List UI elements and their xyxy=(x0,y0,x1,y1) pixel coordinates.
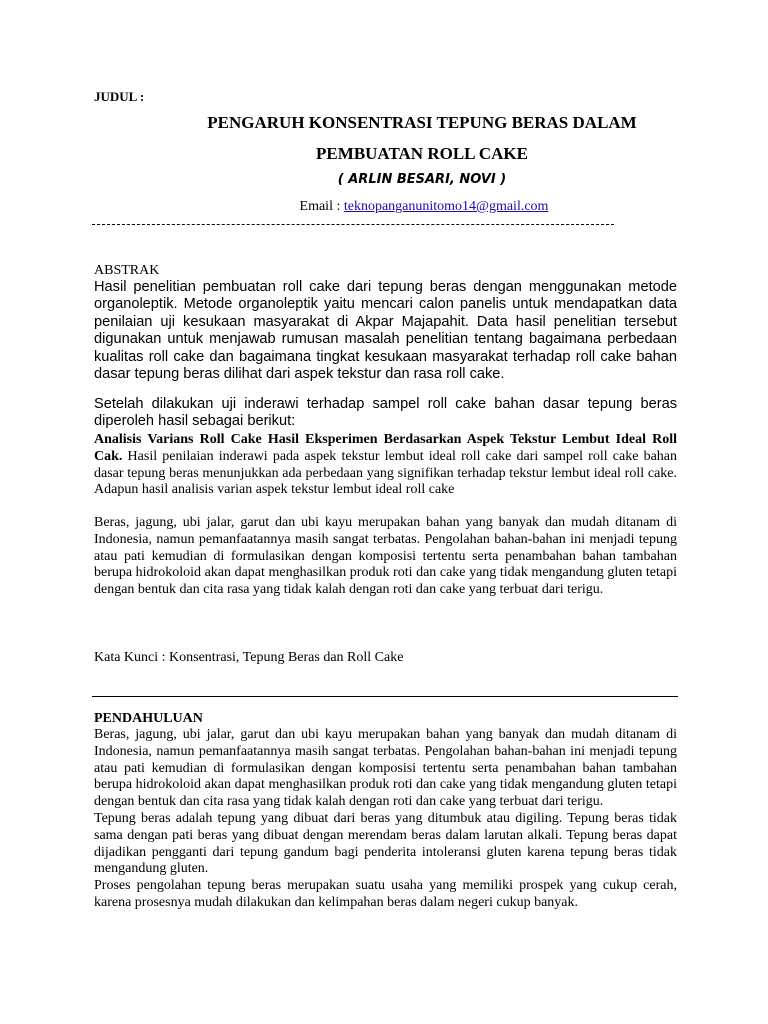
introduction-paragraph-3: Proses pengolahan tepung beras merupakan suatu usaha yang memiliki prospek yang cukup cerah, karena prosesnya mudah dilakukan dan kelimpahan beras dalam negeri cukup banyak. xyxy=(94,878,677,910)
dashed-divider xyxy=(92,224,614,225)
keywords: Kata Kunci : Konsentrasi, Tepung Beras dan Roll Cake xyxy=(94,650,404,665)
analysis-paragraph xyxy=(94,432,677,499)
section-rule xyxy=(92,696,678,697)
analysis-heading: Analisis Varians Roll Cake Hasil Eksperimen Berdasarkan Aspek Tekstur Lembut Ideal Roll Cak. xyxy=(94,432,677,464)
paper-title-line1: PENGARUH KONSENTRASI TEPUNG BERAS DALAM xyxy=(207,113,637,132)
abstract-paragraph-3: Beras, jagung, ubi jalar, garut dan ubi kayu merupakan bahan yang banyak dan mudah ditanam di Indonesia, namun pemanfaatannya masih sangat terbatas. Pengolahan bahan-bahan ini menjadi tepung atau pati kemudian di formulasikan dengan komposisi tertentu serta penambahan bahan tambahan berupa hidrokoloid akan dapat menghasilkan produk roti dan cake yang tidak mengandung gluten tetapi dengan bentuk dan cita rasa yang tidak kalah dengan roti dan cake yang terbuat dari terigu. xyxy=(94,515,677,598)
email-line xyxy=(40,199,768,215)
paper-title-line2: PEMBUATAN ROLL CAKE xyxy=(316,144,528,163)
abstract-heading: ABSTRAK xyxy=(94,263,160,278)
email-link[interactable]: teknopanganunitomo14@gmail.com xyxy=(343,199,549,214)
judul-label: JUDUL : xyxy=(94,89,145,104)
analysis-text: Hasil penilaian inderawi pada aspek tekstur lembut ideal roll cake dari sampel roll cake bahan dasar tepung beras menunjukkan ada perbedaan yang signifikan terhadap tekstur lembut ideal roll cake. Adapun hasil analisis varian aspek tekstur lembut ideal roll cake xyxy=(94,448,677,498)
email-label: Email : xyxy=(299,199,344,214)
abstract-paragraph-2: Setelah dilakukan uji inderawi terhadap sampel roll cake bahan dasar tepung beras diperoleh hasil sebagai berikut: xyxy=(94,396,677,430)
introduction-paragraph-2: Tepung beras adalah tepung yang dibuat dari beras yang ditumbuk atau digiling. Tepung beras tidak sama dengan pati beras yang dibuat dengan merendam beras dalam larutan alkali. Tepung beras dapat dijadikan pengganti dari tepung gandum bagi penderita intoleransi gluten karena tepung beras tidak mengandung gluten. xyxy=(94,810,677,877)
introduction-body xyxy=(94,727,677,912)
introduction-heading: PENDAHULUAN xyxy=(94,711,203,726)
abstract-paragraph-1: Hasil penelitian pembuatan roll cake dari tepung beras dengan menggunakan metode organoleptik. Metode organoleptik yaitu mencari calon panelis untuk mendapatkan data penilaian uji kesukaan masyarakat di Akpar Majapahit. Data hasil penelitian tersebut digunakan untuk menjawab rumusan masalah penelitian tentang bagaimana perbedaan kualitas roll cake dan bagaimana tingkat kesukaan masyarakat terhadap roll cake bahan dasar tepung beras dilihat dari aspek tekstur dan rasa roll cake. xyxy=(94,279,677,383)
authors: ( ARLIN BESARI, NOVI ) xyxy=(337,172,507,187)
introduction-paragraph-1: Beras, jagung, ubi jalar, garut dan ubi kayu merupakan bahan yang banyak dan mudah ditanam di Indonesia, namun pemanfaatannya masih sangat terbatas. Pengolahan bahan-bahan ini menjadi tepung atau pati kemudian di formulasikan dengan komposisi tertentu serta penambahan bahan tambahan berupa hidrokoloid akan dapat menghasilkan produk roti dan cake yang tidak mengandung gluten tetapi dengan bentuk dan cita rasa yang tidak kalah dengan roti dan cake yang terbuat dari terigu. xyxy=(94,727,677,810)
